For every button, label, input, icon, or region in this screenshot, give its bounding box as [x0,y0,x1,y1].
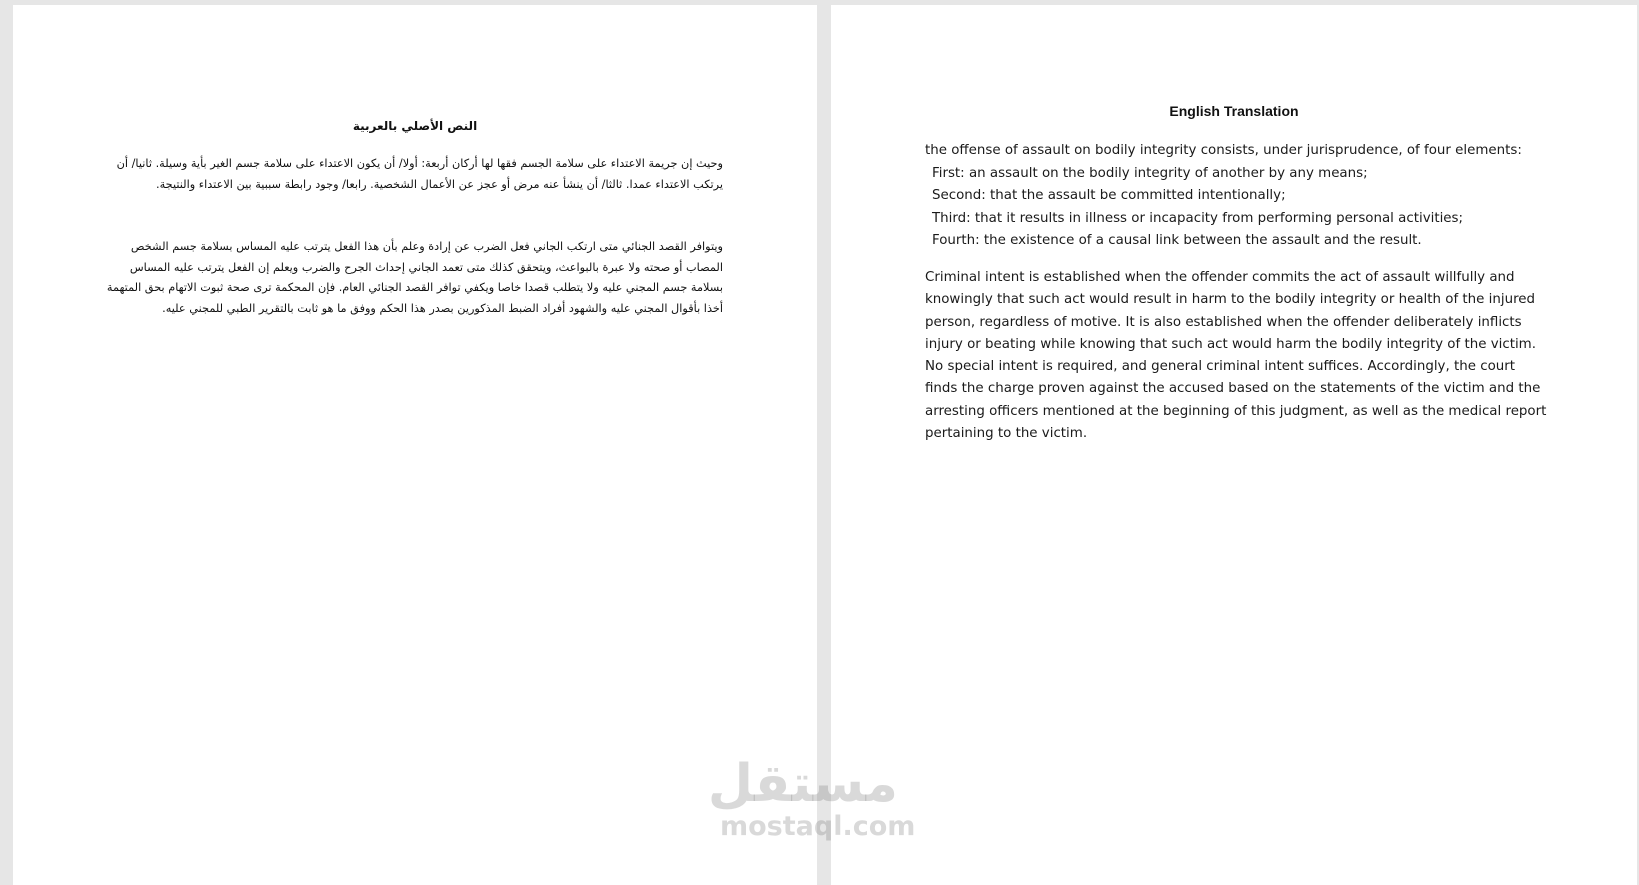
arabic-paragraph-1: وحيث إن جريمة الاعتداء على سلامة الجسم فقها لها أركان أربعة: أولا/ أن يكون الاعتداء على سلامة جسم الغير بأية وسيلة. ثانيا/ أن يرتكب الاعتداء عمدا. ثالثا/ أن ينشأ عنه مرض أو عجز عن الأعمال الشخصية. رابعا/ وجود رابطة سببية بين الاعتداء والنتيجة. [116,157,723,191]
watermark-domain: mostaql.com [720,811,916,842]
english-lead-paragraph: the offense of assault on bodily integrity consists, under jurisprudence, of four elements: [925,143,1522,158]
watermark-logo: مستقل [707,754,898,814]
elements-list [932,163,1463,252]
arabic-paragraph-2: ويتوافر القصد الجنائي متى ارتكب الجاني فعل الضرب عن إرادة وعلم بأن هذا الفعل يترتب عليه المساس بسلامة جسم الشخص المصاب أو صحته ولا عبرة بالبواعث، ويتحقق كذلك متى تعمد الجاني إحداث الجرح والضرب ويعلم إن الفعل يترتب عليه المساس بسلامة جسم المجني عليه ولا يتطلب قصدا خاصا ويكفي توافر القصد الجنائي العام. فإن المحكمة ترى صحة ثبوت الاتهام بحق المتهمة أخذا بأقوال المجني عليه والشهود أفراد الضبط المذكورين بصدر هذا الحكم ووفق ما هو ثابت بالتقرير الطبي للمجني عليه. [106,240,723,315]
arabic-title: النص الأصلي بالعربية [352,119,478,133]
list-item: Fourth: the existence of a causal link between the assault and the result. [932,232,1422,248]
arabic-page [13,5,817,885]
english-title: English Translation [1169,103,1299,119]
list-item: Third: that it results in illness or incapacity from performing personal activities; [932,210,1464,226]
list-item: Second: that the assault be committed intentionally; [932,188,1286,204]
list-item: First: an assault on the bodily integrity of another by any means; [932,166,1368,181]
english-paragraph-2: Criminal intent is established when the offender commits the act of assault willfully and knowingly that such act would result in harm to the bodily integrity or health of the injured person, regardless of motive. It is also established when the offender deliberately inflicts injury or beating while knowing that such act would harm the bodily integrity of the victim. No special intent is required, and general criminal intent suffices. Accordingly, the court finds the charge proven against the accused based on the statements of the victim and the arresting officers mentioned at the beginning of this judgment, as well as the medical report pertaining to the victim. [925,270,1547,442]
english-page [831,5,1637,885]
